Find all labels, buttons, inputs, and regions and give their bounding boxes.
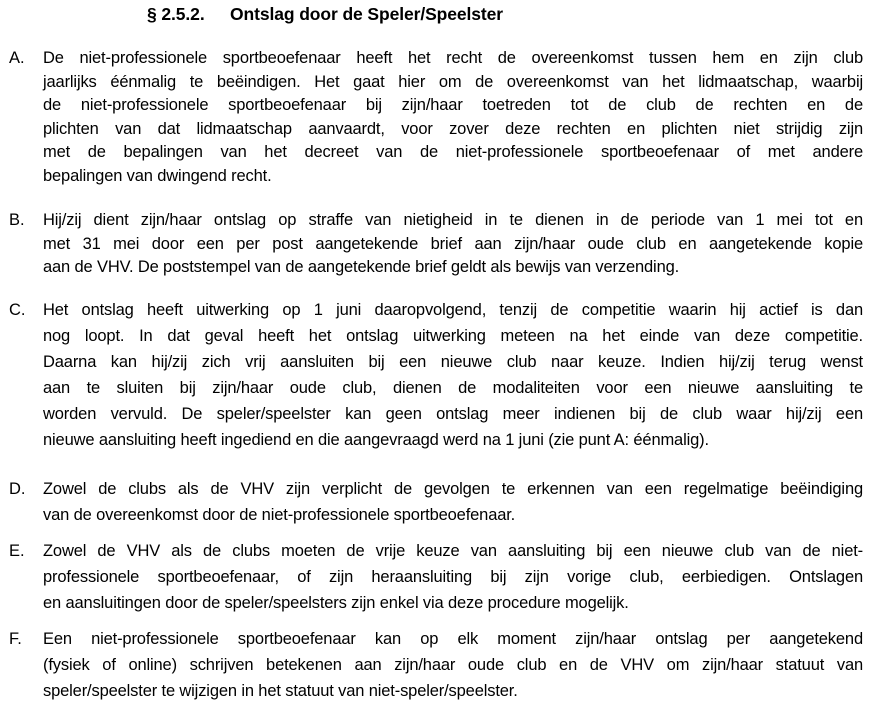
item-line: nog loopt. In dat geval heeft het ontslag uitwerking meteen na het einde van deze competitie. — [43, 327, 863, 345]
item-line: aan te sluiten bij zijn/haar oude club, dienen de modaliteiten voor een nieuwe aansluiting te — [43, 379, 863, 397]
item-line: Daarna kan hij/zij zich vrij aansluiten bij een nieuwe club naar keuze. Indien hij/zij terug wenst — [43, 353, 863, 371]
item-letter: B. — [9, 211, 25, 229]
item-line: professionele sportbeoefenaar, of zijn heraansluiting bij zijn vorige club, eerbiedigen. Ontslagen — [43, 568, 863, 586]
item-line: Hij/zij dient zijn/haar ontslag op straffe van nietigheid in te dienen in de periode van 1 mei tot en — [43, 211, 863, 229]
item-letter: C. — [9, 301, 26, 319]
item-line: de niet-professionele sportbeoefenaar bij zijn/haar toetreden tot de club de rechten en de — [43, 96, 863, 114]
item-line: nieuwe aansluiting heeft ingediend en die aangevraagd werd na 1 juni (zie punt A: éénmalig). — [43, 431, 709, 449]
item-letter: D. — [9, 480, 26, 498]
item-line: plichten van dat lidmaatschap aanvaardt, voor zover deze rechten en plichten niet strijdig zijn — [43, 119, 863, 138]
item-line: met 31 mei door een per post aangetekende brief aan zijn/haar oude club en aangetekende kopie — [43, 234, 863, 253]
item-line: jaarlijks éénmalig te beëindigen. Het gaat hier om de overeenkomst van het lidmaatschap, waarbij — [43, 72, 863, 91]
item-line: Een niet-professionele sportbeoefenaar kan op elk moment zijn/haar ontslag per aangetekend — [43, 630, 863, 648]
section-title: Ontslag door de Speler/Speelster — [230, 4, 503, 24]
item-line: met de bepalingen van het decreet van de niet-professionele sportbeoefenaar of met andere — [43, 143, 863, 161]
item-line: speler/speelster te wijzigen in het statuut van niet-speler/speelster. — [43, 682, 518, 700]
item-line: aan de VHV. De poststempel van de aangetekende brief geldt als bewijs van verzending. — [43, 258, 680, 276]
item-letter: E. — [9, 542, 25, 560]
item-letter: F. — [9, 630, 22, 648]
item-line: Het ontslag heeft uitwerking op 1 juni daaropvolgend, tenzij de competitie waarin hij actief is dan — [43, 301, 863, 319]
item-letter: A. — [9, 49, 25, 67]
item-line: worden vervuld. De speler/speelster kan geen ontslag meer indienen bij de club waar hij/zij een — [43, 405, 863, 423]
item-line: (fysiek of online) schrijven betekenen aan zijn/haar oude club en de VHV om zijn/haar statuut van — [43, 656, 863, 674]
section-number: § 2.5.2. — [147, 4, 205, 24]
item-line: van de overeenkomst door de niet-professionele sportbeoefenaar. — [43, 506, 516, 524]
item-line: Zowel de VHV als de clubs moeten de vrije keuze van aansluiting bij een nieuwe club van de niet- — [43, 542, 863, 560]
section-heading — [147, 4, 503, 25]
item-line: bepalingen van dwingend recht. — [43, 166, 272, 185]
item-line: Zowel de clubs als de VHV zijn verplicht de gevolgen te erkennen van een regelmatige beëindiging — [43, 480, 863, 498]
item-line: De niet-professionele sportbeoefenaar heeft het recht de overeenkomst tussen hem en zijn club — [43, 49, 863, 67]
item-line: en aansluitingen door de speler/speelsters zijn enkel via deze procedure mogelijk. — [43, 594, 629, 612]
